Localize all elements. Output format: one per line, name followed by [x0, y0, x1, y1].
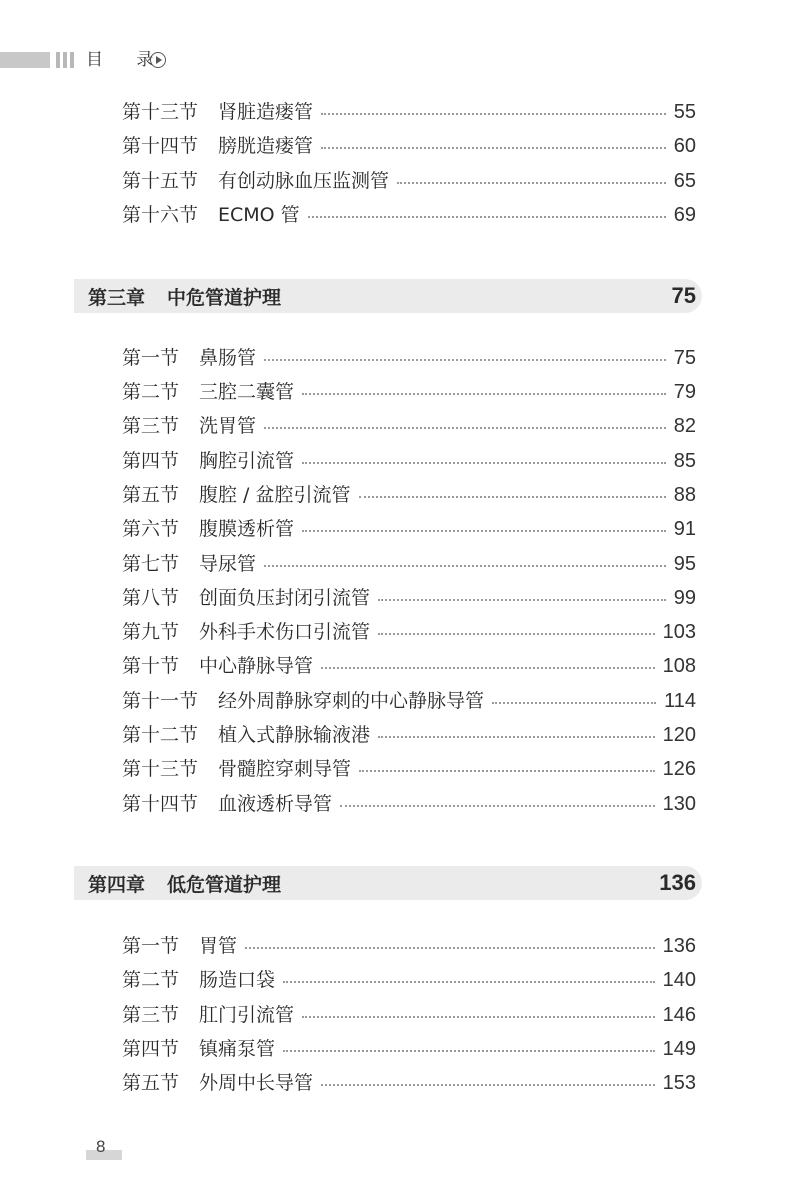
dot-leader — [321, 147, 666, 149]
toc-entry[interactable] — [122, 965, 696, 995]
dot-leader — [283, 1050, 655, 1052]
section-number: 第十五节 — [122, 170, 199, 192]
toc-entry[interactable] — [122, 686, 696, 716]
section-page-number: 108 — [662, 655, 696, 677]
section-page-number: 136 — [662, 935, 696, 957]
dot-leader — [359, 770, 655, 772]
section-page-number: 65 — [673, 170, 696, 192]
toc-entry[interactable] — [122, 931, 696, 961]
section-title: 肠造口袋 — [199, 969, 276, 991]
section-title: 胃管 — [199, 935, 238, 957]
section-number: 第一节 — [122, 347, 180, 369]
section-title: 三腔二囊管 — [199, 381, 295, 403]
section-number: 第五节 — [122, 1072, 180, 1094]
section-number: 第一节 — [122, 935, 180, 957]
toc-entry[interactable] — [122, 720, 696, 750]
section-number: 第五节 — [122, 484, 180, 506]
section-page-number: 88 — [673, 484, 696, 506]
toc-entry[interactable] — [122, 1000, 696, 1030]
toc-entry[interactable] — [122, 343, 696, 373]
section-page-number: 55 — [673, 101, 696, 123]
section-page-number: 91 — [673, 518, 696, 540]
section-title: 镇痛泵管 — [199, 1038, 276, 1060]
section-title: 植入式静脉输液港 — [218, 724, 371, 746]
section-number: 第十一节 — [122, 690, 199, 712]
header-stripe-decoration — [70, 52, 74, 68]
section-page-number: 103 — [662, 621, 696, 643]
dot-leader — [321, 667, 655, 669]
section-page-number: 140 — [662, 969, 696, 991]
dot-leader — [378, 736, 655, 738]
section-title: 膀胱造瘘管 — [218, 135, 314, 157]
chapter-heading[interactable] — [74, 866, 702, 900]
toc-entry[interactable] — [122, 446, 696, 476]
section-title: 腹腔 / 盆腔引流管 — [199, 484, 351, 506]
section-page-number: 85 — [673, 450, 696, 472]
section-page-number: 69 — [673, 204, 696, 226]
chapter-page-number: 75 — [671, 283, 696, 308]
dot-leader — [378, 633, 655, 635]
page-title: 目 录 — [86, 50, 168, 70]
play-circle-icon — [150, 52, 166, 68]
section-title: 外科手术伤口引流管 — [199, 621, 371, 643]
section-page-number: 99 — [673, 587, 696, 609]
toc-entry[interactable] — [122, 549, 696, 579]
section-number: 第九节 — [122, 621, 180, 643]
dot-leader — [340, 805, 655, 807]
section-title: 胸腔引流管 — [199, 450, 295, 472]
dot-leader — [308, 216, 666, 218]
dot-leader — [245, 947, 655, 949]
toc-entry[interactable] — [122, 166, 696, 196]
dot-leader — [359, 496, 666, 498]
header-stripe-decoration — [63, 52, 67, 68]
section-number: 第十三节 — [122, 101, 199, 123]
section-title: 肛门引流管 — [199, 1004, 295, 1026]
section-page-number: 82 — [673, 415, 696, 437]
toc-entry[interactable] — [122, 1034, 696, 1064]
section-number: 第十四节 — [122, 135, 199, 157]
section-title: 骨髓腔穿刺导管 — [218, 758, 352, 780]
chapter-number: 第四章 — [88, 873, 146, 896]
section-number: 第十节 — [122, 655, 180, 677]
section-number: 第八节 — [122, 587, 180, 609]
section-title: ECMO 管 — [218, 204, 300, 226]
dot-leader — [378, 599, 666, 601]
section-number: 第二节 — [122, 381, 180, 403]
dot-leader — [302, 1016, 655, 1018]
dot-leader — [264, 359, 666, 361]
toc-entry[interactable] — [122, 97, 696, 127]
section-number: 第三节 — [122, 415, 180, 437]
section-page-number: 153 — [662, 1072, 696, 1094]
toc-entry[interactable] — [122, 514, 696, 544]
section-title: 创面负压封闭引流管 — [199, 587, 371, 609]
section-page-number: 149 — [662, 1038, 696, 1060]
section-page-number: 60 — [673, 135, 696, 157]
dot-leader — [264, 565, 666, 567]
section-number: 第十二节 — [122, 724, 199, 746]
section-number: 第十六节 — [122, 204, 199, 226]
section-number: 第四节 — [122, 450, 180, 472]
dot-leader — [302, 530, 666, 532]
header-bar-decoration — [0, 52, 50, 68]
toc-entry[interactable] — [122, 651, 696, 681]
toc-entry[interactable] — [122, 617, 696, 647]
section-page-number: 126 — [662, 758, 696, 780]
toc-entry[interactable] — [122, 1068, 696, 1098]
dot-leader — [321, 1084, 655, 1086]
chapter-title: 中危管道护理 — [167, 286, 282, 309]
dot-leader — [264, 427, 666, 429]
toc-entry[interactable] — [122, 583, 696, 613]
section-number: 第六节 — [122, 518, 180, 540]
section-page-number: 75 — [673, 347, 696, 369]
section-page-number: 114 — [664, 690, 696, 712]
section-number: 第三节 — [122, 1004, 180, 1026]
section-page-number: 130 — [662, 793, 696, 815]
dot-leader — [302, 393, 666, 395]
section-number: 第七节 — [122, 553, 180, 575]
section-title: 导尿管 — [199, 553, 257, 575]
section-title: 鼻肠管 — [199, 347, 257, 369]
section-page-number: 79 — [673, 381, 696, 403]
section-page-number: 120 — [662, 724, 696, 746]
toc-entry[interactable] — [122, 480, 696, 510]
section-number: 第十四节 — [122, 793, 199, 815]
page-number: 8 — [96, 1137, 106, 1156]
section-title: 中心静脉导管 — [199, 655, 314, 677]
section-title: 腹膜透析管 — [199, 518, 295, 540]
section-page-number: 146 — [662, 1004, 696, 1026]
toc-entry[interactable] — [122, 789, 696, 819]
dot-leader — [492, 702, 656, 704]
toc-entry[interactable] — [122, 754, 696, 784]
chapter-title: 低危管道护理 — [167, 873, 282, 896]
section-title: 血液透析导管 — [218, 793, 333, 815]
toc-entry[interactable] — [122, 131, 696, 161]
chapter-number: 第三章 — [88, 286, 146, 309]
section-number: 第四节 — [122, 1038, 180, 1060]
section-title: 经外周静脉穿刺的中心静脉导管 — [218, 690, 485, 712]
header-stripe-decoration — [56, 52, 60, 68]
toc-entry[interactable] — [122, 377, 696, 407]
section-title: 外周中长导管 — [199, 1072, 314, 1094]
section-title: 肾脏造瘘管 — [218, 101, 314, 123]
section-title: 洗胃管 — [199, 415, 257, 437]
section-number: 第十三节 — [122, 758, 199, 780]
section-number: 第二节 — [122, 969, 180, 991]
section-title: 有创动脉血压监测管 — [218, 170, 390, 192]
dot-leader — [302, 462, 666, 464]
chapter-heading[interactable] — [74, 279, 702, 313]
toc-entry[interactable] — [122, 200, 696, 230]
dot-leader — [397, 182, 666, 184]
section-page-number: 95 — [673, 553, 696, 575]
toc-entry[interactable] — [122, 411, 696, 441]
chapter-page-number: 136 — [659, 870, 696, 895]
dot-leader — [283, 981, 655, 983]
dot-leader — [321, 113, 666, 115]
